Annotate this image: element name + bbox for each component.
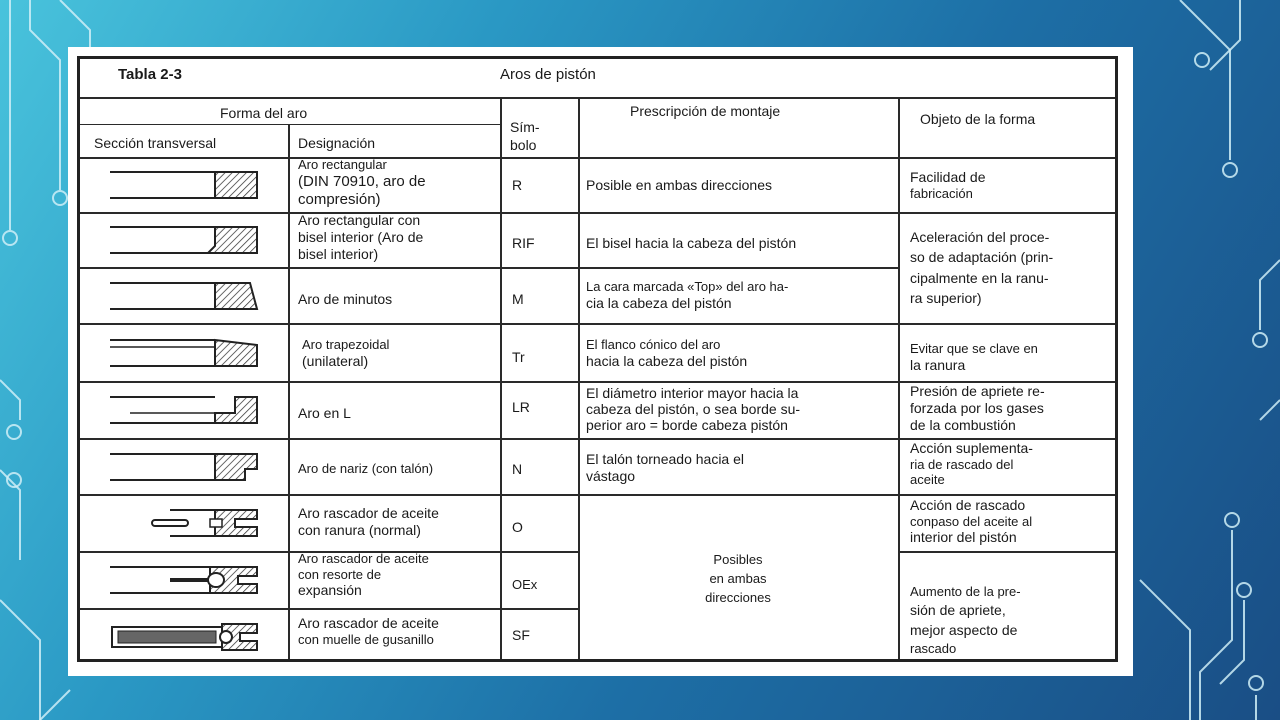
inner-bevel-ring-section: [110, 222, 260, 258]
row6-designacion: Aro de nariz (con talón): [298, 461, 434, 476]
table-subject: Aros de pistón: [500, 66, 596, 83]
nose-ring-section: [110, 449, 260, 485]
row1-designacion: Aro rectangular (DIN 70910, aro de compresión): [298, 157, 426, 208]
divider: [288, 124, 290, 659]
row6-objeto: Acción suplementa- ria de rascado del aceite: [910, 440, 1033, 488]
row4-prescripcion: El flanco cónico del aro hacia la cabeza del pistón: [586, 337, 748, 369]
header-designacion: Designación: [298, 135, 376, 151]
row1-objeto: Facilidad de fabricación: [910, 169, 986, 201]
divider: [80, 97, 1115, 99]
row7-designacion: Aro rascador de aceite con ranura (normal): [298, 505, 439, 538]
header-prescripcion: Prescripción de montaje: [630, 103, 781, 119]
header-simbolo-line2: bolo: [510, 137, 537, 153]
row2-designacion: Aro rectangular con bisel interior (Aro de bisel interior): [298, 212, 424, 262]
shared-prescripcion: Posibles en ambas direcciones: [705, 552, 771, 605]
row4-objeto: Evitar que se clave en la ranura: [910, 341, 1038, 373]
row9-designacion: Aro rascador de aceite con muelle de gusanillo: [298, 615, 439, 647]
rectangular-ring-section: [110, 167, 260, 203]
divider: [500, 97, 502, 659]
row5-simbolo: LR: [512, 399, 530, 415]
row5-prescripcion: El diámetro interior mayor hacia la cabeza del pistón, o sea borde su- perior aro = borde cabeza pistón: [586, 385, 801, 434]
row5-objeto: Presión de apriete re- forzada por los gases de la combustión: [910, 383, 1045, 434]
header-forma-del-aro: Forma del aro: [220, 105, 308, 121]
oil-scraper-coil-spring-ring-section: [110, 619, 260, 655]
header-objeto: Objeto de la forma: [920, 111, 1036, 127]
row8-designacion: Aro rascador de aceite con resorte de expansión: [298, 551, 429, 599]
header-simbolo-line1: Sím-: [510, 119, 540, 135]
row9-simbolo: SF: [512, 627, 530, 643]
row1-simbolo: R: [512, 177, 523, 193]
row2-simbolo: RIF: [512, 235, 535, 251]
row6-simbolo: N: [512, 461, 523, 477]
oil-scraper-ring-section: [110, 505, 260, 541]
divider: [80, 124, 500, 125]
header-seccion-transversal: Sección transversal: [94, 135, 217, 151]
divider: [80, 212, 1115, 214]
oil-scraper-expander-ring-section: [110, 562, 260, 598]
minute-ring-section: [110, 278, 260, 314]
divider: [80, 157, 1115, 159]
table-number: Tabla 2-3: [118, 66, 182, 83]
piston-rings-table: [77, 56, 1118, 662]
divider: [80, 323, 1115, 325]
row5-designacion: Aro en L: [298, 405, 351, 421]
row2-prescripcion: El bisel hacia la cabeza del pistón: [586, 235, 797, 251]
row3-simbolo: M: [512, 291, 524, 307]
divider: [898, 551, 1115, 553]
row7-simbolo: O: [512, 519, 523, 535]
scanned-table-sheet: [68, 47, 1133, 676]
row6-prescripcion: El talón torneado hacia el vástago: [586, 451, 744, 484]
row2-3-objeto: Aceleración del proce- so de adaptación (prin- cipalmente en la ranu- ra superior): [910, 229, 1054, 306]
row1-prescripcion: Posible en ambas direcciones: [586, 177, 772, 193]
keystone-ring-section: [110, 335, 260, 371]
row3-designacion: Aro de minutos: [298, 291, 393, 307]
divider: [80, 267, 898, 269]
row4-simbolo: Tr: [512, 349, 525, 365]
row7-objeto: Acción de rascado conpaso del aceite al interior del pistón: [910, 497, 1033, 546]
shared-objeto: Aumento de la pre- sión de apriete, mejor aspecto de rascado: [910, 584, 1021, 657]
divider: [80, 608, 578, 610]
divider: [80, 494, 1115, 496]
l-ring-section: [110, 392, 260, 428]
divider: [898, 97, 900, 659]
row8-simbolo: OEx: [512, 577, 538, 592]
row4-designacion: Aro trapezoidal (unilateral): [302, 337, 390, 369]
row3-prescripcion: La cara marcada «Top» del aro ha- cia la cabeza del pistón: [586, 279, 789, 311]
